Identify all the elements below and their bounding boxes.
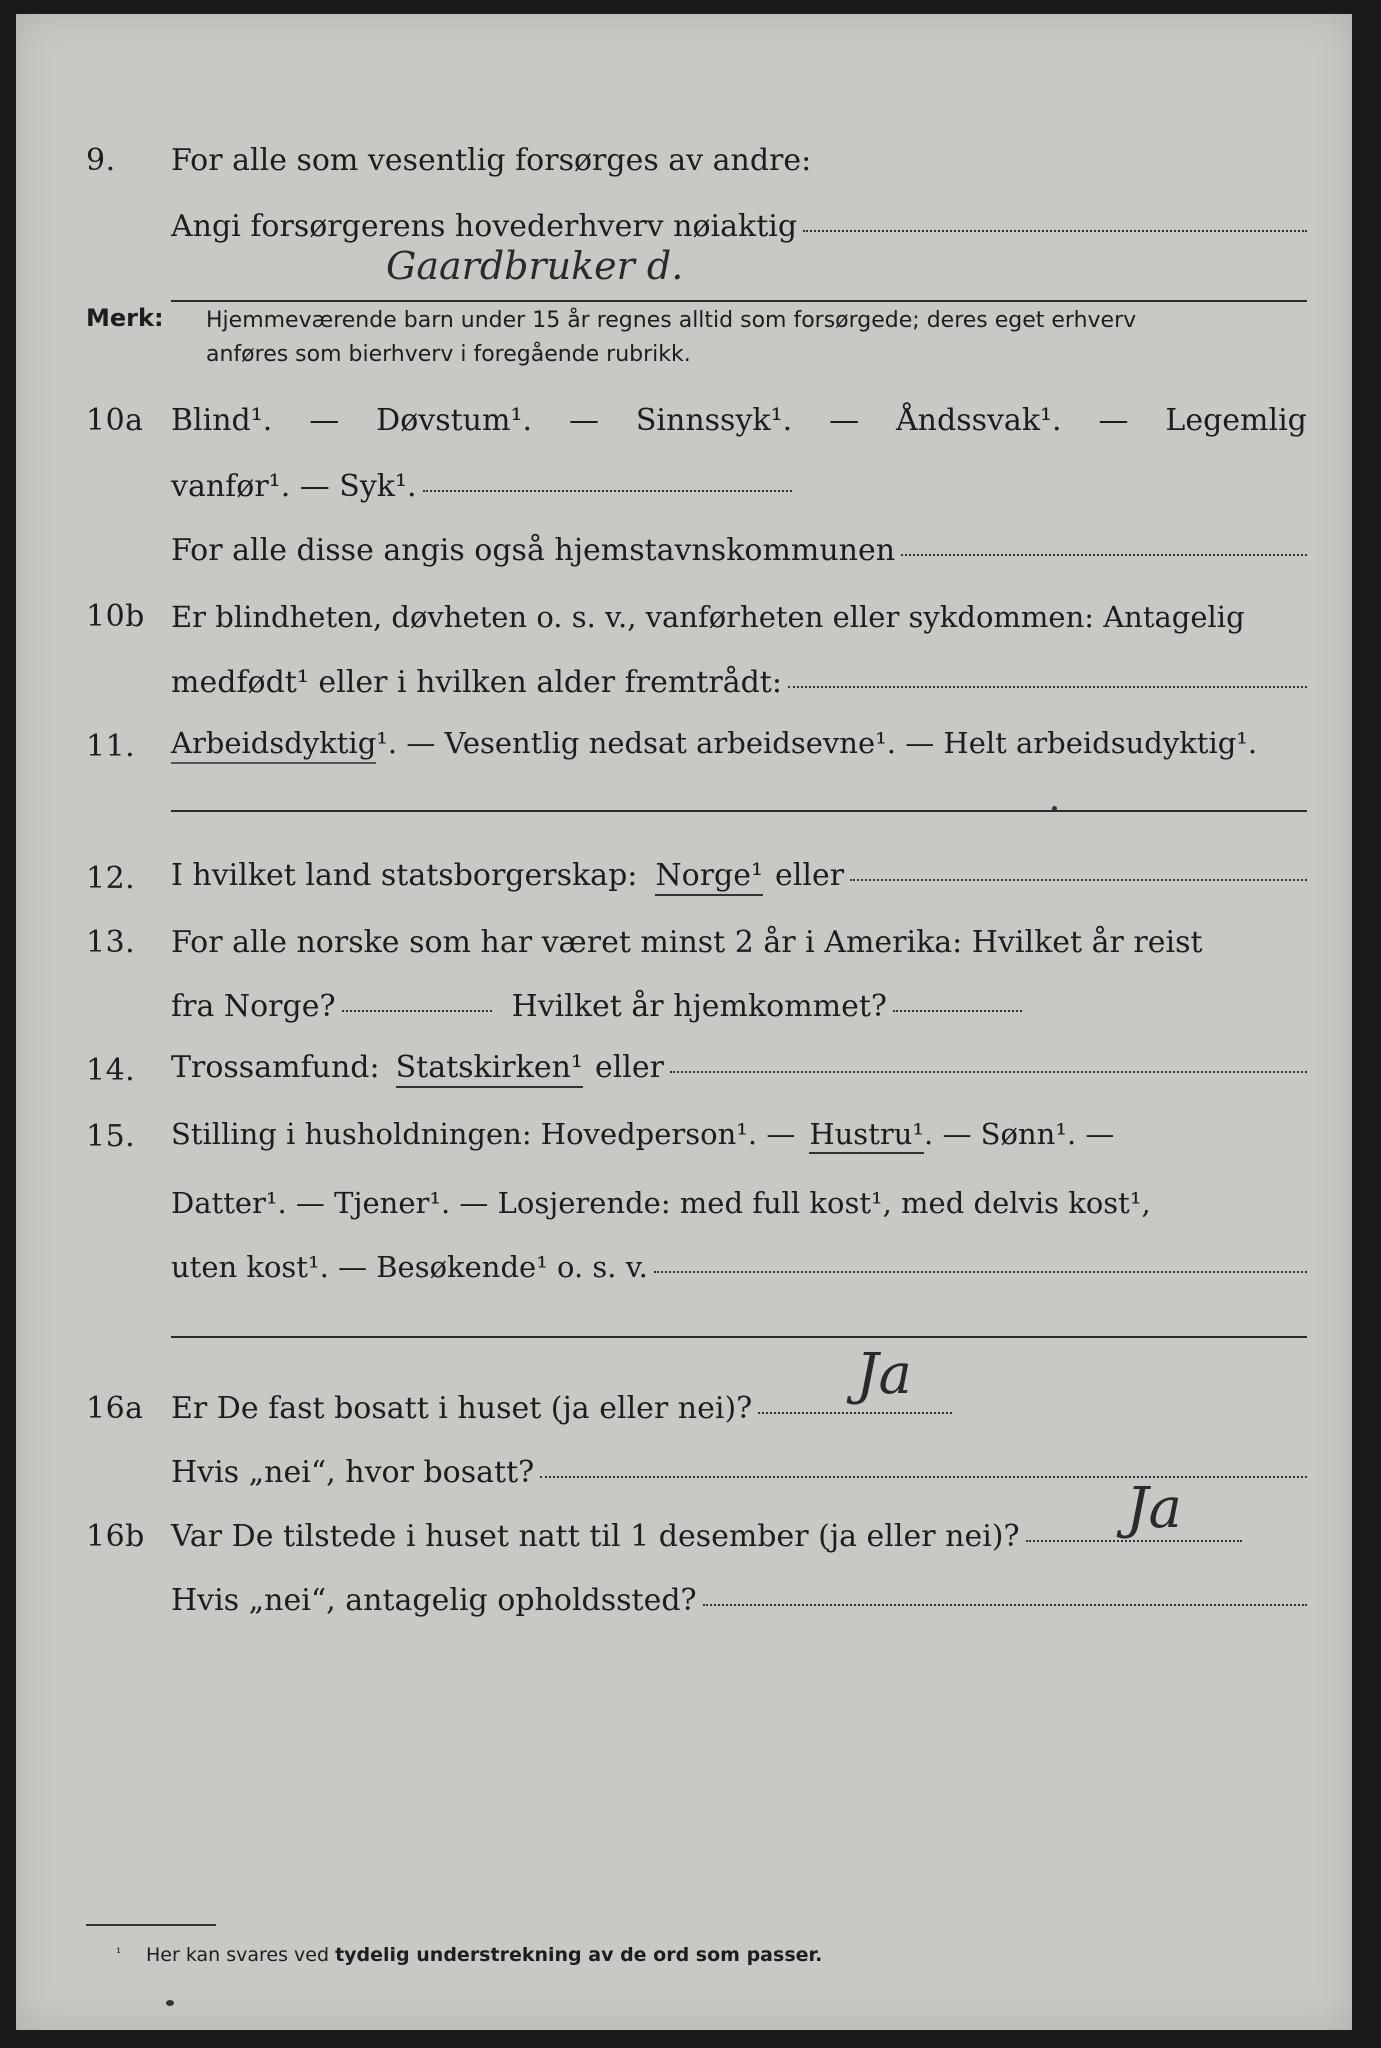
section-16a-line-1 — [16, 1382, 1352, 1432]
section-11-line-1 — [16, 720, 1352, 770]
section-16b-handwritten-answer: Ja — [1126, 1476, 1182, 1541]
section-14-field[interactable] — [670, 1070, 1307, 1073]
footnote-rule — [86, 1924, 216, 1926]
section-12-field[interactable] — [850, 878, 1307, 881]
section-16a-number: 16a — [86, 1391, 144, 1426]
footnote-mark: ¹ — [116, 1946, 122, 1961]
ink-spot — [1052, 806, 1057, 811]
section-10a-hjemstavn-field[interactable] — [901, 553, 1307, 556]
option-norge[interactable]: Norge¹ — [655, 858, 763, 896]
section-9-line-2 — [16, 200, 1352, 250]
section-12-eller: eller — [775, 858, 845, 893]
option-legemlig[interactable]: Legemlig — [1165, 403, 1307, 438]
section-14-line-1 — [16, 1044, 1352, 1094]
section-12-number: 12. — [86, 861, 136, 896]
section-16b-opholdssted-field[interactable] — [703, 1603, 1307, 1606]
dash: — — [309, 403, 340, 438]
section-11-number: 11. — [86, 729, 136, 764]
merk-note — [206, 304, 1307, 372]
section-15-number: 15. — [86, 1119, 136, 1154]
section-13-hjemkommet-field[interactable] — [893, 1009, 1022, 1012]
section-15-answer-line — [171, 1336, 1307, 1338]
section-16b-question: Var De tilstede i huset natt til 1 desember (ja eller nei)? — [171, 1519, 1020, 1554]
section-9-handwritten-answer: Gaardbruker d. — [386, 244, 684, 288]
section-16a-bosatt-prompt: Hvis „nei“, hvor bosatt? — [171, 1455, 535, 1490]
section-12-question: I hvilket land statsborgerskap: — [171, 858, 638, 893]
dash: — — [829, 403, 860, 438]
section-11-other-options[interactable]: ¹. — Vesentlig nedsat arbeidsevne¹. — Helt arbeidsudyktig¹. — [376, 726, 1258, 760]
ink-spot — [166, 2000, 174, 2006]
section-9-line-1 — [16, 134, 1352, 184]
section-13-line-2 — [16, 980, 1352, 1030]
section-9-answer-line — [171, 300, 1307, 302]
section-10a-line-1 — [16, 394, 1352, 444]
section-13-number: 13. — [86, 925, 136, 960]
option-statskirken[interactable]: Statskirken¹ — [396, 1050, 583, 1088]
section-15-line-3 — [16, 1240, 1352, 1290]
option-hustru[interactable]: Hustru¹ — [809, 1117, 924, 1154]
section-14-eller: eller — [594, 1050, 664, 1085]
footnote-text-a: Her kan svares ved — [146, 1944, 330, 1966]
section-9-answer-field[interactable] — [803, 229, 1307, 232]
section-15-line-1 — [16, 1110, 1352, 1160]
merk-note-line-1: Hjemmeværende barn under 15 år regnes alltid som forsørgede; deres eget erhverv — [206, 308, 1137, 333]
section-15-options-a[interactable]: Stilling i husholdningen: Hovedperson¹. — — [171, 1117, 796, 1151]
section-13-reist-field[interactable] — [342, 1009, 492, 1012]
section-15-options-line-3[interactable]: uten kost¹. — Besøkende¹ o. s. v. — [171, 1250, 648, 1284]
section-10b-field[interactable] — [788, 685, 1307, 688]
section-9-question: For alle som vesentlig forsørges av andre: — [171, 143, 812, 178]
section-11-answer-line — [171, 810, 1307, 812]
option-sinnssyk[interactable]: Sinnssyk¹. — [635, 403, 793, 438]
dash: — — [568, 403, 599, 438]
section-16a-question: Er De fast bosatt i huset (ja eller nei)? — [171, 1391, 753, 1426]
section-10a-number: 10a — [86, 403, 144, 438]
option-andssvak[interactable]: Åndssvak¹. — [896, 403, 1062, 438]
section-15-field[interactable] — [654, 1270, 1307, 1273]
section-13-line-1 — [16, 916, 1352, 966]
option-blind[interactable]: Blind¹. — [171, 403, 273, 438]
section-16b-opholdssted-prompt: Hvis „nei“, antagelig opholdssted? — [171, 1583, 697, 1618]
section-16a-handwritten-answer: Ja — [856, 1342, 912, 1407]
section-10b-prompt: medfødt¹ eller i hvilken alder fremtrådt: — [171, 665, 782, 700]
section-13-question: For alle norske som har været minst 2 år i Amerika: Hvilket år reist — [171, 925, 1203, 960]
section-16b-number: 16b — [86, 1519, 145, 1554]
section-16b-line-2 — [16, 1574, 1352, 1624]
section-10a-options — [171, 403, 1307, 438]
section-14-question: Trossamfund: — [171, 1050, 380, 1085]
section-14-number: 14. — [86, 1053, 136, 1088]
dash: — — [1098, 403, 1129, 438]
option-arbeidsdyktig[interactable]: Arbeidsdyktig — [171, 726, 376, 764]
merk-label: Merk: — [86, 304, 164, 332]
footnote-text-b: tydelig understrekning av de ord som passer. — [335, 1944, 823, 1966]
section-12-line-1 — [16, 852, 1352, 902]
footnote — [146, 1944, 822, 1966]
section-13-reist-prompt: fra Norge? — [171, 989, 336, 1024]
section-10b-question: Er blindheten, døvheten o. s. v., vanførheten eller sykdommen: Antagelig — [171, 600, 1245, 634]
section-13-hjemkommet-prompt: Hvilket år hjemkommet? — [511, 989, 888, 1024]
section-15-options-b[interactable]: . — Sønn¹. — — [924, 1117, 1115, 1151]
section-10a-line-3 — [16, 524, 1352, 574]
section-16a-bosatt-field[interactable] — [540, 1475, 1307, 1478]
section-15-options-line-2[interactable]: Datter¹. — Tjener¹. — Losjerende: med full kost¹, med delvis kost¹, — [171, 1186, 1151, 1220]
section-10b-line-2 — [16, 656, 1352, 706]
section-10a-vanfor-syk[interactable]: vanfør¹. — Syk¹. — [171, 469, 417, 504]
section-10b-number: 10b — [86, 599, 145, 634]
section-15-line-2 — [16, 1176, 1352, 1226]
section-16a-field[interactable] — [758, 1411, 952, 1414]
section-10a-line-2 — [16, 460, 1352, 510]
section-10a-hjemstavn-prompt: For alle disse angis også hjemstavnskommunen — [171, 533, 896, 568]
section-10b-line-1 — [16, 590, 1352, 640]
section-9-number: 9. — [86, 143, 116, 178]
section-10a-syk-field[interactable] — [423, 489, 792, 492]
option-dovstum[interactable]: Døvstum¹. — [376, 403, 533, 438]
census-form-page — [16, 14, 1352, 2030]
section-9-prompt: Angi forsørgerens hovederhverv nøiaktig — [171, 209, 798, 244]
merk-note-line-2: anføres som bierhverv i foregående rubrikk. — [206, 342, 691, 367]
